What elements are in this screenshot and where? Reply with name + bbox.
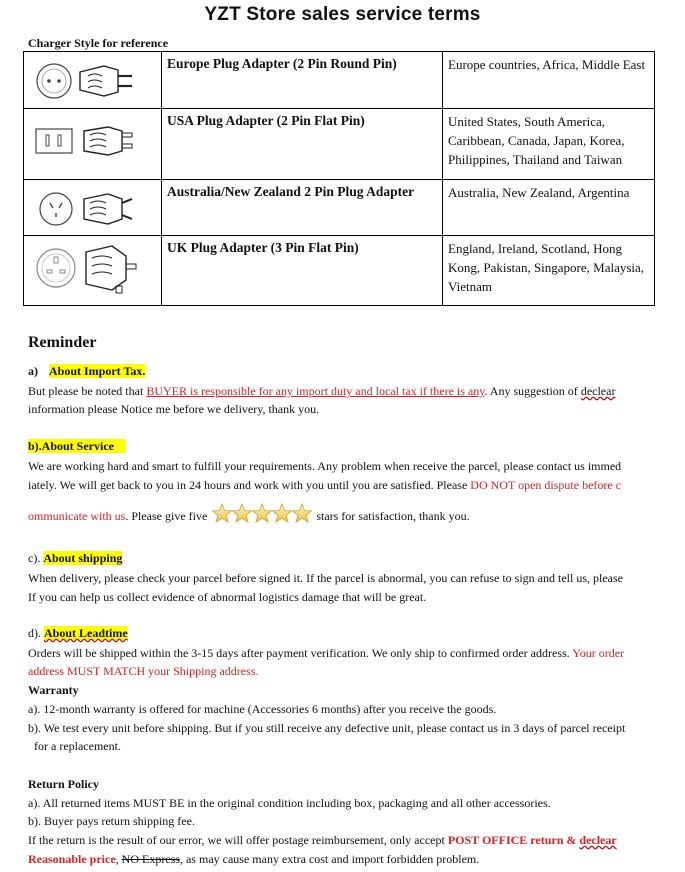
service-text-2 xyxy=(28,476,621,494)
au-plug-icon xyxy=(32,186,142,230)
red-text: ommunicate with us xyxy=(28,509,126,523)
text-run: If the return is the result of our error, we will offer postage reimbursement, only accept xyxy=(28,833,448,847)
section-title: About Leadtime xyxy=(44,626,128,640)
plug-regions: United States, South America, Caribbean, Canada, Japan, Korea, Philippines, Thailand and Taiwan xyxy=(443,109,655,180)
section-label: a) xyxy=(28,364,38,378)
text-run: . Please give five xyxy=(125,509,211,523)
shipping-text-1: When delivery, please check your parcel before signed it. If the parcel is abnormal, you can refuse to sign and tell us, please xyxy=(28,571,623,585)
plug-image-cell xyxy=(24,180,162,236)
plug-name: Europe Plug Adapter (2 Pin Round Pin) xyxy=(162,52,443,109)
plug-name: Australia/New Zealand 2 Pin Plug Adapter xyxy=(162,180,443,236)
red-text: Your order xyxy=(572,646,625,660)
section-label: c). xyxy=(28,551,44,565)
service-text-1: We are working hard and smart to fulfill your requirements. Any problem when receive the parcel, please contact us immed xyxy=(28,459,622,473)
warranty-b1: b). We test every unit before shipping. But if you still receive any defective unit, please contact us in 3 days of parcel receipt xyxy=(28,721,626,735)
five-stars-icon xyxy=(212,502,314,524)
section-title: About shipping xyxy=(43,551,123,565)
import-tax-text-2: information please Notice me before we delivery, thank you. xyxy=(28,402,320,416)
service-text-3 xyxy=(28,502,470,529)
table-row xyxy=(24,109,655,180)
plug-image-cell xyxy=(24,52,162,109)
red-text: Reasonable price xyxy=(28,852,116,866)
reminder-heading: Reminder xyxy=(28,334,97,351)
service-heading xyxy=(28,437,126,455)
table-row xyxy=(24,52,655,109)
text-run: , xyxy=(115,852,122,866)
text-run: , as may cause many extra cost and import forbidden problem. xyxy=(179,852,480,866)
text-run: . Any suggestion of xyxy=(484,384,581,398)
warranty-heading: Warranty xyxy=(28,683,79,697)
red-text: POST OFFICE return & xyxy=(447,833,580,847)
return-c1 xyxy=(28,831,617,849)
warranty-b2: for a replacement. xyxy=(28,739,121,753)
section-title: b).About Service xyxy=(28,439,114,453)
misspelled-word: declear xyxy=(579,833,617,847)
shipping-heading xyxy=(28,549,122,567)
struck-text: NO Express xyxy=(121,852,180,866)
section-label: d). xyxy=(28,626,44,640)
eu-plug-icon xyxy=(32,58,142,102)
return-heading: Return Policy xyxy=(28,777,99,791)
table-row xyxy=(24,236,655,306)
leadtime-heading xyxy=(28,624,128,642)
import-tax-heading xyxy=(28,362,145,380)
buyer-text: BUYER xyxy=(146,384,187,398)
uk-plug-icon xyxy=(32,242,142,294)
leadtime-text-2: address MUST MATCH your Shipping address. xyxy=(28,664,259,678)
plug-regions: England, Ireland, Scotland, Hong Kong, Pakistan, Singapore, Malaysia, Vietnam xyxy=(443,236,655,306)
plug-image-cell xyxy=(24,109,162,180)
plug-name: USA Plug Adapter (2 Pin Flat Pin) xyxy=(162,109,443,180)
return-b: b). Buyer pays return shipping fee. xyxy=(28,814,195,828)
misspelled-word: declear xyxy=(580,384,616,398)
red-text: is responsible for any import duty and local tax if there is any xyxy=(186,384,485,398)
page-title: YZT Store sales service terms xyxy=(204,4,481,25)
plug-regions: Australia, New Zealand, Argentina xyxy=(443,180,655,236)
table-row xyxy=(24,180,655,236)
highlight-pad xyxy=(114,439,126,453)
warranty-a: a). 12-month warranty is offered for machine (Accessories 6 months) after you receive the goods. xyxy=(28,702,497,716)
plug-image-cell xyxy=(24,236,162,306)
plug-name: UK Plug Adapter (3 Pin Flat Pin) xyxy=(162,236,443,306)
shipping-text-2: If you can help us collect evidence of abnormal logistics damage that will be great. xyxy=(28,590,427,604)
text-run: stars for satisfaction, thank you. xyxy=(316,509,470,523)
plug-regions: Europe countries, Africa, Middle East xyxy=(443,52,655,109)
leadtime-text-1 xyxy=(28,644,624,662)
red-text: DO NOT open dispute before c xyxy=(470,478,622,492)
text-run: Orders will be shipped within the 3-15 days after payment verification. We only ship to confirmed order address. xyxy=(28,646,573,660)
us-plug-icon xyxy=(32,119,142,163)
table-caption: Charger Style for reference xyxy=(28,36,169,50)
text-run: But please be noted that xyxy=(28,384,147,398)
text-run: iately. We will get back to you in 24 hours and work with you until you are satisfied. Please xyxy=(28,478,471,492)
return-c2 xyxy=(28,850,479,868)
import-tax-text xyxy=(28,382,615,400)
plug-table xyxy=(23,51,655,306)
section-title: About Import Tax. xyxy=(49,364,146,378)
return-a: a). All returned items MUST BE in the original condition including box, packaging and all other accessories. xyxy=(28,796,551,810)
